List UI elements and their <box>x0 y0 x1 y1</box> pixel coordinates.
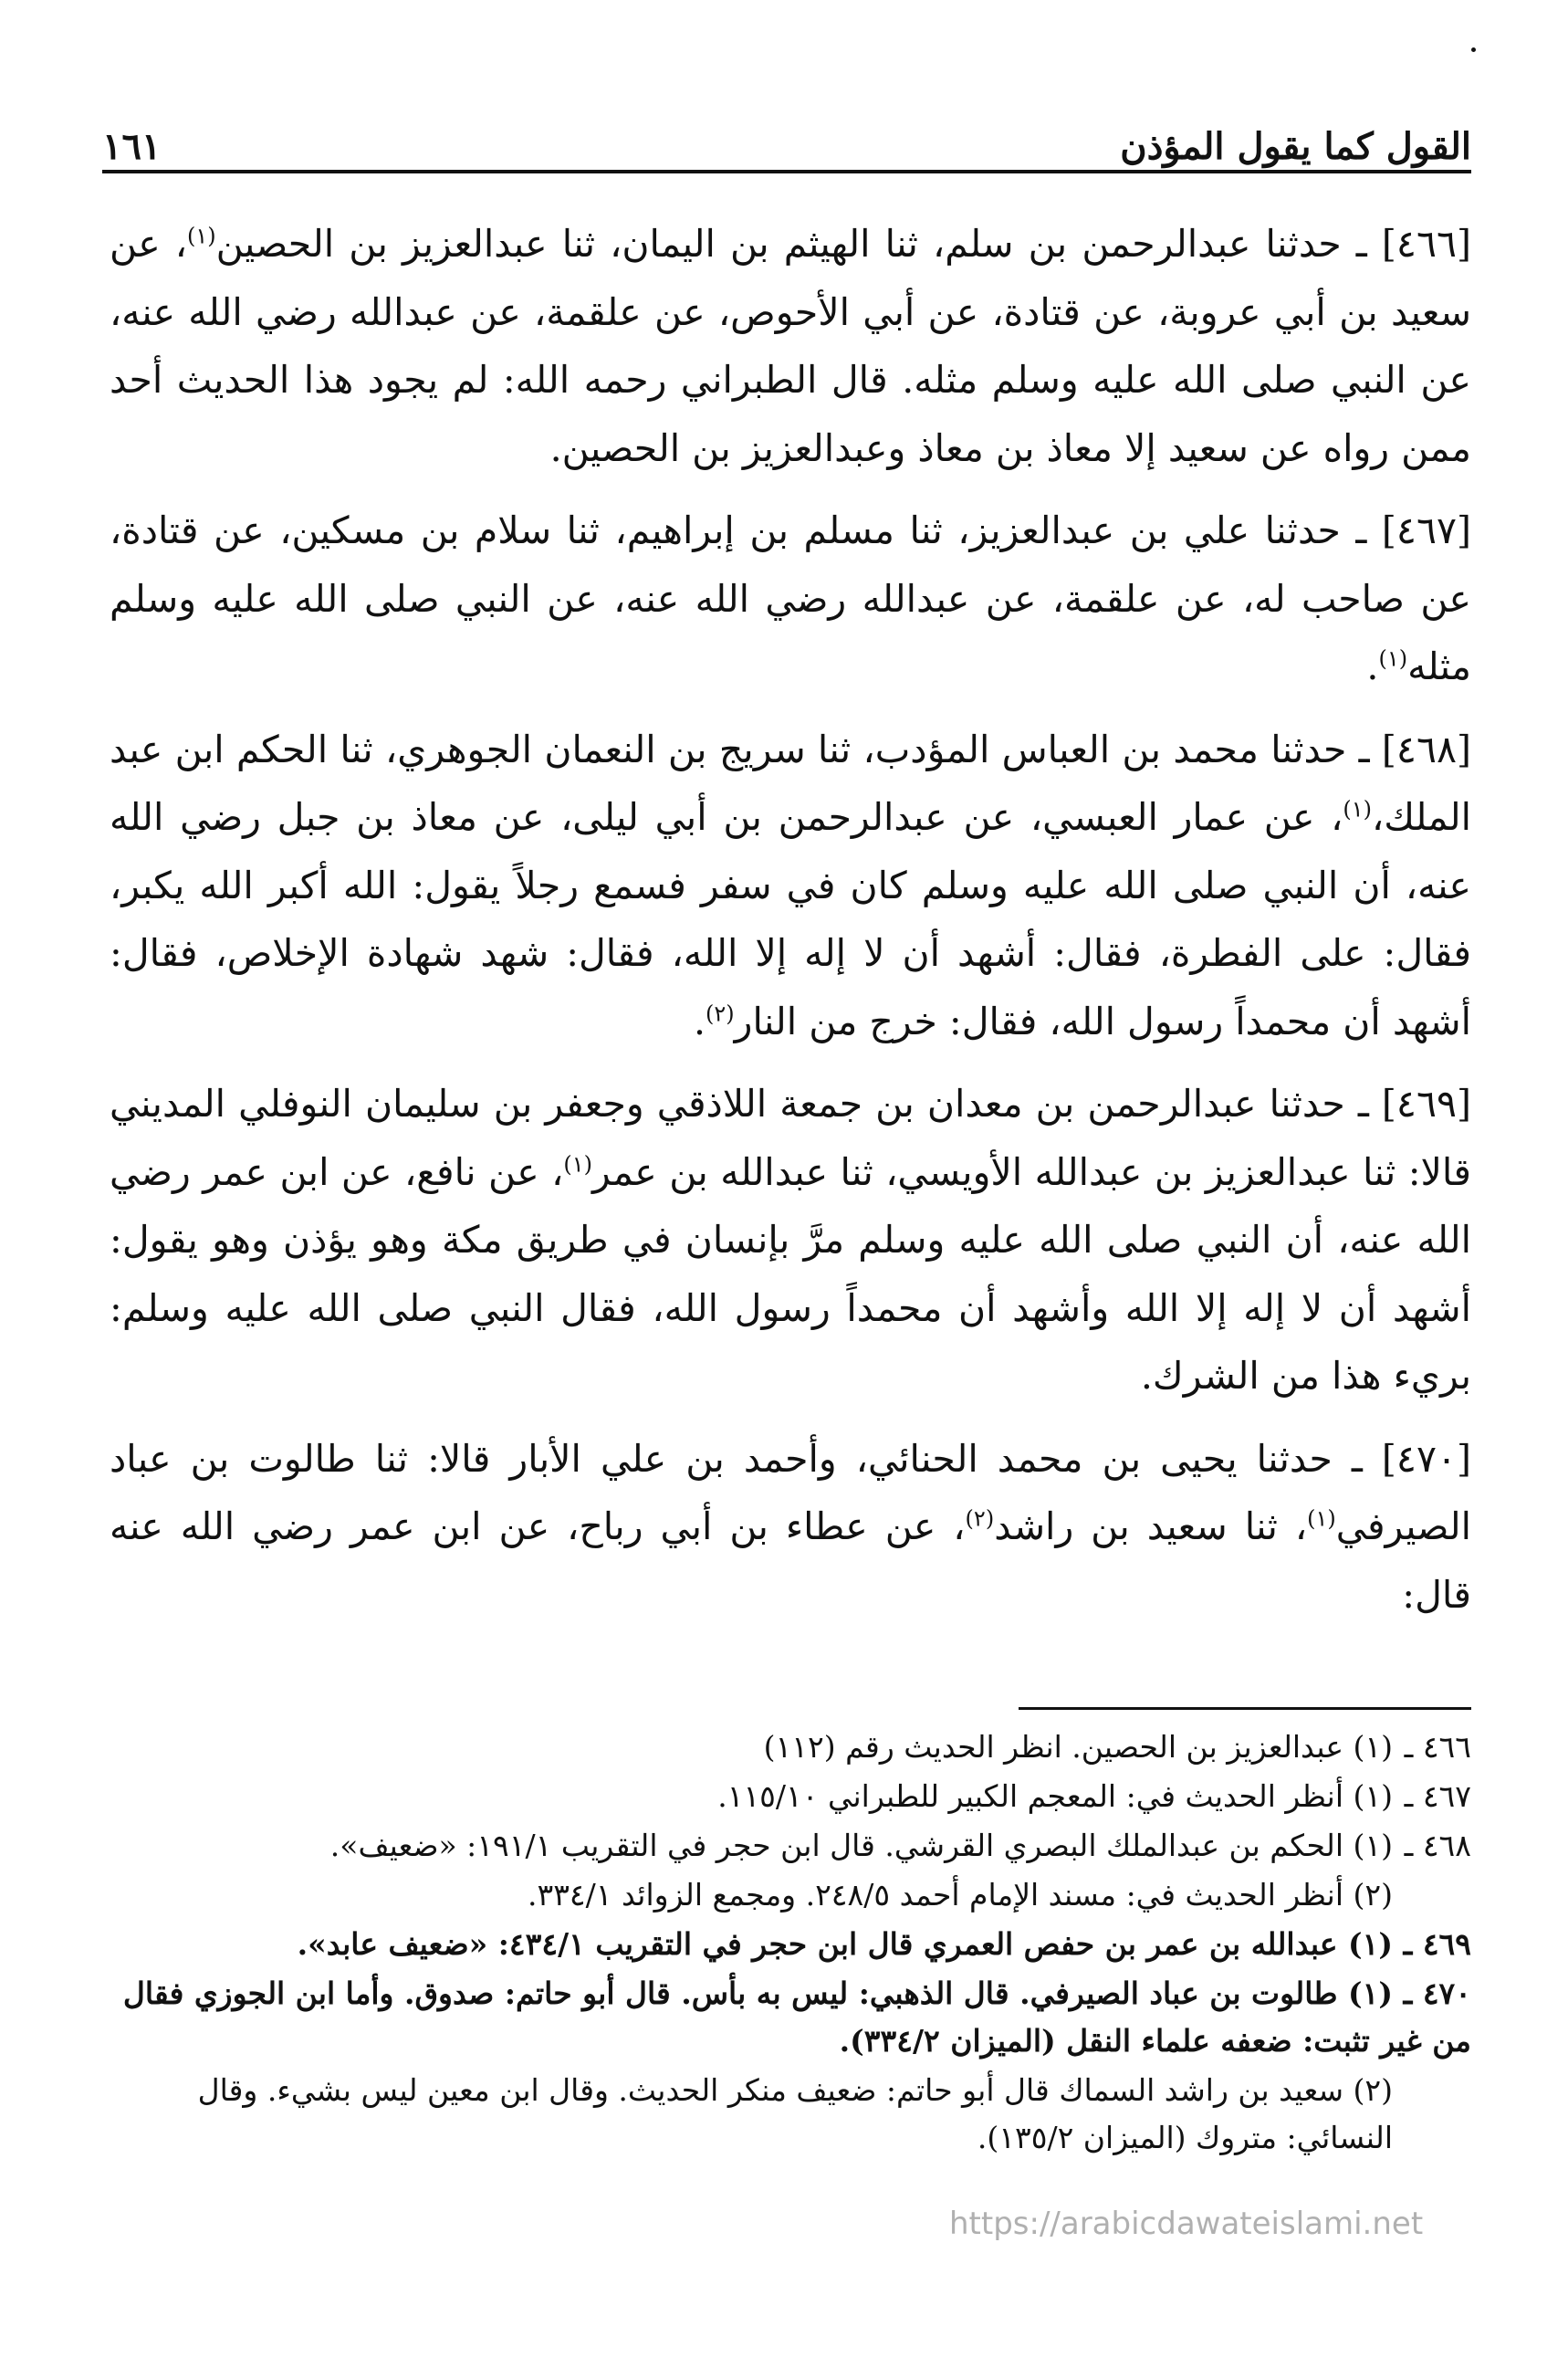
footnote-text: (١) الحكم بن عبدالملك البصري القرشي. قال ابن حجر في التقريب ١٩١/١: «ضعيف». <box>329 1828 1393 1863</box>
hadith-text: . <box>1366 645 1379 688</box>
footnote-marker: (٢) <box>965 1505 995 1532</box>
hadith-text: ، عن عطاء بن أبي رباح، عن ابن عمر رضي الله عنه قال: <box>110 1504 1471 1617</box>
footnote <box>108 1773 1471 1820</box>
hadith-text: ـ حدثنا عبدالرحمن بن معدان بن جمعة اللاذقي وجعفر بن سليمان النوفلي المديني قالا: ثنا عبدالعزيز بن عبدالله الأويسي، ثنا عبدالله بن عمر <box>110 1082 1471 1194</box>
hadith-text: ، عن عمار العبسي، عن عبدالرحمن بن أبي ليلى، عن معاذ بن جبل رضي الله عنه، أن النبي صلى الله عليه وسلم كان في سفر فسمع رجلاً يقول: الله أكبر الله يكبر، فقال: على الفطرة، فقال: أشهد أن لا إله إلا الله، فقال: شهد شهادة الإخلاص، فقال: أشهد أن محمداً رسول الله، فقال: خرج من النار <box>110 795 1471 1043</box>
footnote-text: (١) عبدالعزيز بن الحصين. انظر الحديث رقم (١١٢) <box>763 1729 1393 1765</box>
footnote <box>108 2067 1471 2162</box>
footnote-text: (٢) أنظر الحديث في: مسند الإمام أحمد ٢٤٨/٥. ومجمع الزوائد ٣٣٤/١. <box>527 1877 1393 1913</box>
header-rule <box>102 170 1471 173</box>
footnote <box>108 1822 1471 1870</box>
footnote-marker: (١) <box>1378 645 1408 672</box>
hadith-text: ، ثنا سعيد بن راشد <box>994 1504 1308 1548</box>
footnote-marker: (١) <box>187 223 216 249</box>
hadith-paragraph <box>110 1070 1471 1410</box>
hadith-text: ـ حدثنا علي بن عبدالعزيز، ثنا مسلم بن إبراهيم، ثنا سلام بن مسكين، عن قتادة، عن صاحب له، عن علقمة، عن عبدالله رضي الله عنه، عن النبي صلى الله عليه وسلم مثله <box>110 508 1471 688</box>
hadith-number: [٤٧٠] <box>1381 1436 1471 1481</box>
hadith-paragraph <box>110 716 1471 1056</box>
hadith-text: ، عن نافع، عن ابن عمر رضي الله عنه، أن النبي صلى الله عليه وسلم مرَّ بإنسان في طريق مكة وهو يؤذن وهو يقول: أشهد أن لا إله إلا الله وأشهد أن محمداً رسول الله، فقال النبي صلى الله عليه وسلم: بريء هذا من الشرك. <box>110 1149 1471 1398</box>
hadith-text: . <box>693 999 706 1043</box>
footnote-text: (١) طالوت بن عباد الصيرفي. قال الذهبي: ليس به بأس. قال أبو حاتم: صدوق. وأما ابن الجوزي فقال من غير تثبت: ضعفه علماء النقل (الميزان ٣٣٤/٢). <box>122 1975 1471 2059</box>
footnote-marker: (١) <box>1343 796 1373 823</box>
hadith-text: ، عن سعيد بن أبي عروبة، عن قتادة، عن أبي الأحوص، عن علقمة، عن عبدالله رضي الله عنه، عن النبي صلى الله عليه وسلم مثله. قال الطبراني رحمه الله: لم يجود هذا الحديث أحد ممن رواه عن سعيد إلا معاذ بن معاذ وعبدالعزيز بن الحصين. <box>110 222 1471 470</box>
hadith-number: [٤٦٦] <box>1381 222 1471 266</box>
hadith-paragraph <box>110 1425 1471 1630</box>
footnote-marker: (٢) <box>706 1000 735 1026</box>
footnote-marker: (١) <box>1307 1505 1336 1532</box>
hadith-text: ـ حدثنا محمد بن العباس المؤدب، ثنا سريج بن النعمان الجوهري، ثنا الحكم ابن عبد الملك، <box>110 727 1471 839</box>
watermark-url: https://arabicdawateislami.net <box>949 2206 1424 2242</box>
footnote-marker: (١) <box>563 1150 592 1177</box>
footnotes <box>108 1724 1471 2235</box>
footnote-ref: ٤٦٩ ـ <box>1403 1926 1471 1962</box>
page-header <box>102 102 1471 168</box>
footnote-ref: ٤٦٦ ـ <box>1404 1729 1471 1765</box>
body-text <box>110 210 1471 1671</box>
footnote <box>108 1871 1471 1919</box>
footnote-text: (١) عبدالله بن عمر بن حفص العمري قال ابن حجر في التقريب ٤٣٤/١: «ضعيف عابد». <box>297 1926 1393 1962</box>
hadith-number: [٤٦٨] <box>1381 727 1471 771</box>
hadith-text: ـ حدثنا عبدالرحمن بن سلم، ثنا الهيثم بن اليمان، ثنا عبدالعزيز بن الحصين <box>215 222 1382 266</box>
hadith-paragraph <box>110 210 1471 482</box>
running-title: القول كما يقول المؤذن <box>1120 125 1471 168</box>
scan-speck <box>1471 47 1476 52</box>
footnote <box>108 1921 1471 1968</box>
footnote-rule <box>1019 1707 1471 1710</box>
footnote-ref: ٤٦٨ ـ <box>1404 1828 1471 1863</box>
page-number: ١٦١ <box>102 125 162 168</box>
footnote <box>108 1970 1471 2065</box>
footnote-ref: ٤٦٧ ـ <box>1404 1778 1471 1814</box>
footnote <box>108 1724 1471 1771</box>
hadith-paragraph <box>110 497 1471 701</box>
hadith-number: [٤٦٩] <box>1381 1082 1471 1126</box>
footnote-ref: ٤٧٠ ـ <box>1403 1975 1471 2011</box>
hadith-text: ـ حدثنا يحيى بن محمد الحنائي، وأحمد بن علي الأبار قالا: ثنا طالوت بن عباد الصيرفي <box>110 1436 1471 1548</box>
footnote-text: (١) أنظر الحديث في: المعجم الكبير للطبراني ١١٥/١٠. <box>717 1778 1393 1814</box>
footnote-text: (٢) سعيد بن راشد السماك قال أبو حاتم: ضعيف منكر الحديث. وقال ابن معين ليس بشيء. وقال النسائي: متروك (الميزان ١٣٥/٢). <box>197 2072 1393 2155</box>
hadith-number: [٤٦٧] <box>1381 508 1471 552</box>
